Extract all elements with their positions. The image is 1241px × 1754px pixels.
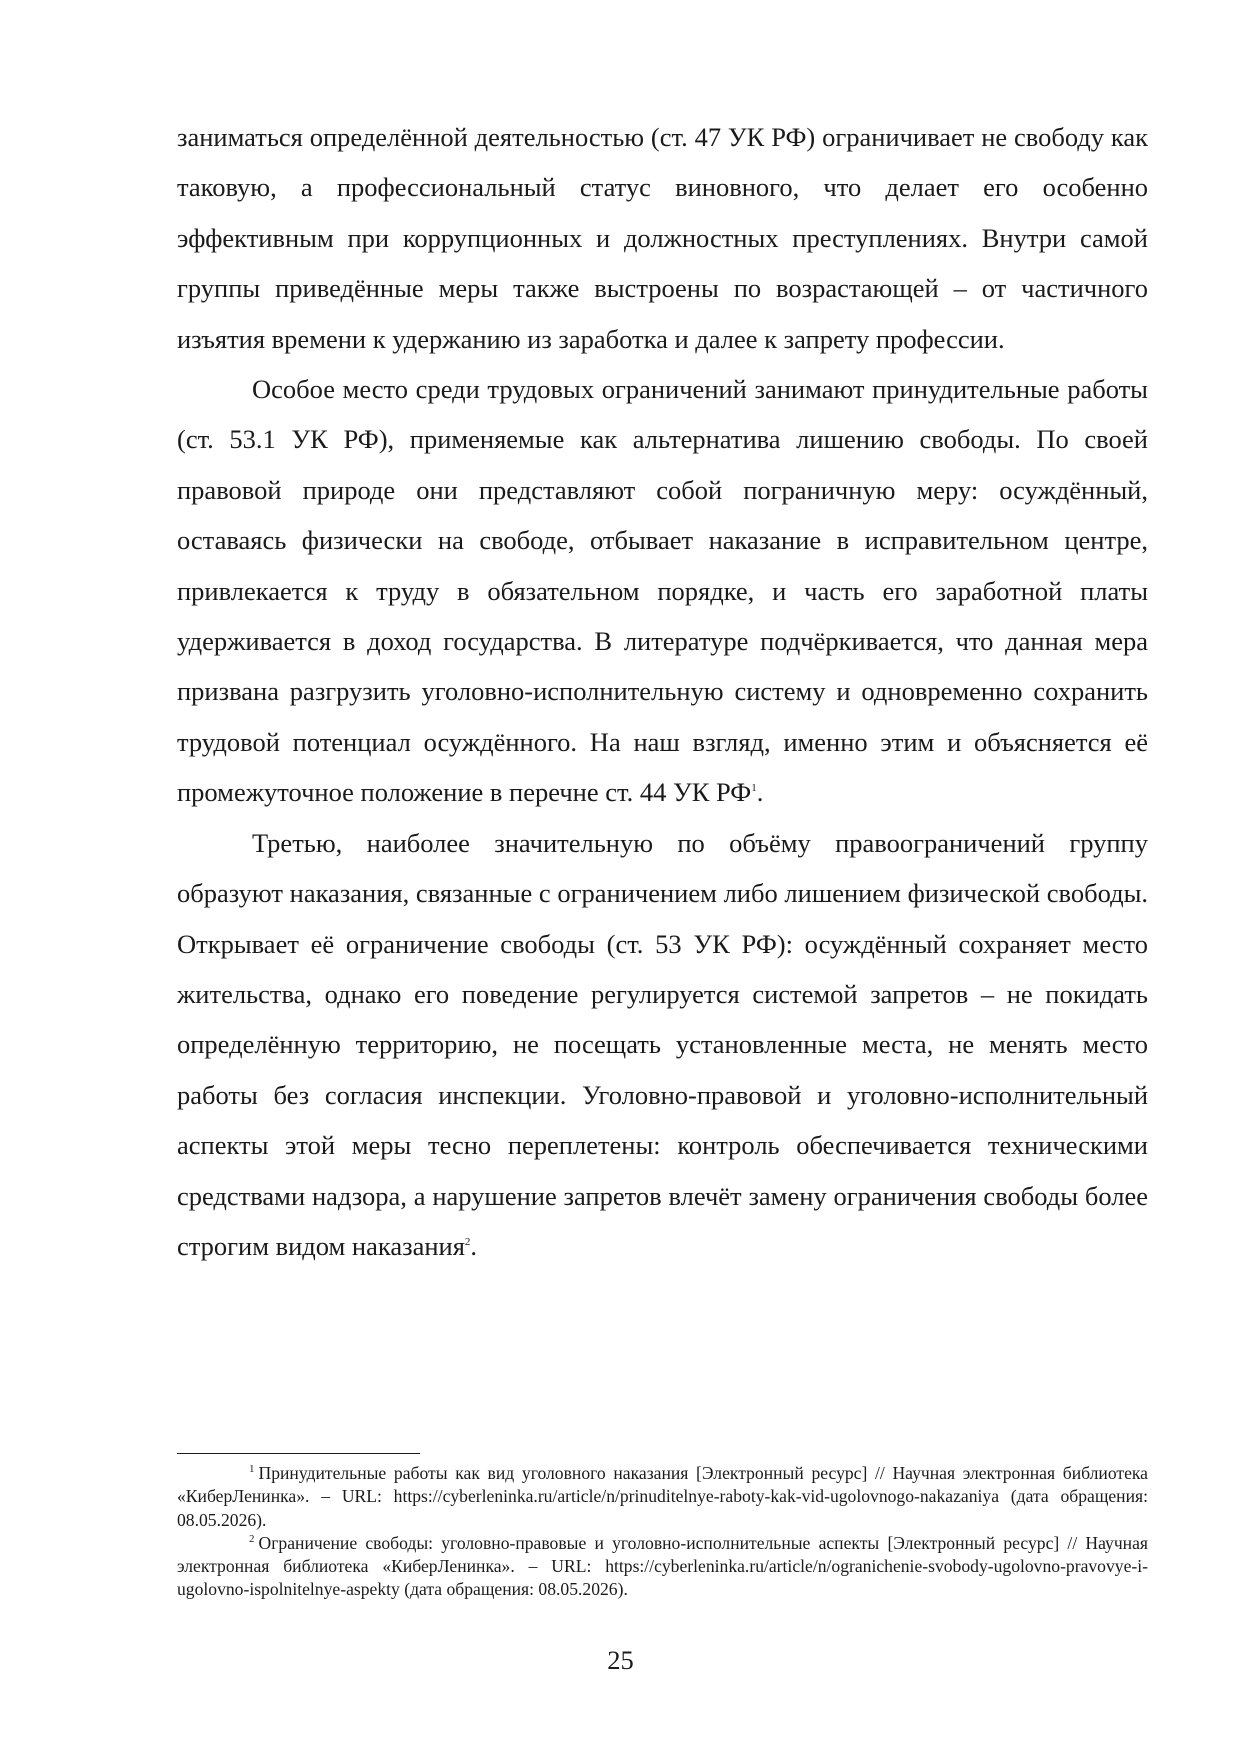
footnote-separator [177,1453,420,1454]
document-page-body [177,112,1148,1271]
paragraph-end-punctuation: . [470,1230,478,1261]
footnotes-section [177,1462,1148,1602]
body-paragraph [177,112,1148,364]
footnote [177,1462,1148,1532]
paragraph-text: Особое место среди трудовых ограничений занимают принудительные работы (ст. 53.1 УК РФ), применяемые как альтернатива лишению свободы. По своей правовой природе они представляют собой пограничную меру: осуждённый, оставаясь физически на свободе, отбывает наказание в исправительном центре, привлекается к труду в обязательном порядке, и часть его заработной платы удерживается в доход государства. В литературе подчёркивается, что данная мера призвана разгрузить уголовно-исполнительную систему и одновременно сохранить трудовой потенциал осуждённого. На наш взгляд, именно этим и объясняется её промежуточное положение в перечне ст. 44 УК РФ [177,374,1148,808]
footnote-text: Ограничение свободы: уголовно-правовые и уголовно-исполнительные аспекты [Электронный ресурс] // Научная электронная библиотека «КиберЛенинка». – URL: https://cyberleninka.ru/article/n/ogranichenie-svobody-ugolovno-pravovye-i-ugolovno-ispolnitelnye-aspekty (дата обращения: 08.05.2026). [177,1532,1148,1600]
body-paragraph [177,364,1148,818]
body-paragraph [177,818,1148,1272]
page-number: 25 [607,1645,634,1675]
footnote [177,1532,1148,1602]
footnote-text: Принудительные работы как вид уголовного наказания [Электронный ресурс] // Научная электронная библиотека «КиберЛенинка». – URL: https://cyberleninka.ru/article/n/prinuditelnye-raboty-kak-vid-ugolovnogo-nakazaniya (дата обращения: 08.05.2026). [177,1463,1148,1530]
paragraph-text: заниматься определённой деятельностью (ст. 47 УК РФ) ограничивает не свободу как таковую, а профессиональный статус виновного, что делает его особенно эффективным при коррупционных и должностных преступлениях. Внутри самой группы приведённые меры также выстроены по возрастающей – от частичного изъятия времени к удержанию из заработка и далее к запрету профессии. [177,122,1148,354]
footnote-reference[interactable]: 1 [751,782,757,795]
paragraph-text: Третью, наиболее значительную по объёму правоограничений группу образуют наказания, связанные с ограничением либо лишением физической свободы. Открывает её ограничение свободы (ст. 53 УК РФ): осуждённый сохраняет место жительства, однако его поведение регулируется системой запретов – не покидать определённую территорию, не посещать установленные места, не менять место работы без согласия инспекции. Уголовно-правовой и уголовно-исполнительный аспекты этой меры тесно переплетены: контроль обеспечивается техническими средствами надзора, а нарушение запретов влечёт замену ограничения свободы более строгим видом наказания [177,827,1148,1261]
footnote-reference[interactable]: 2 [464,1236,471,1249]
footnote-number: 1 [249,1463,255,1476]
footnote-number: 2 [249,1533,255,1546]
paragraph-end-punctuation: . [756,777,764,808]
